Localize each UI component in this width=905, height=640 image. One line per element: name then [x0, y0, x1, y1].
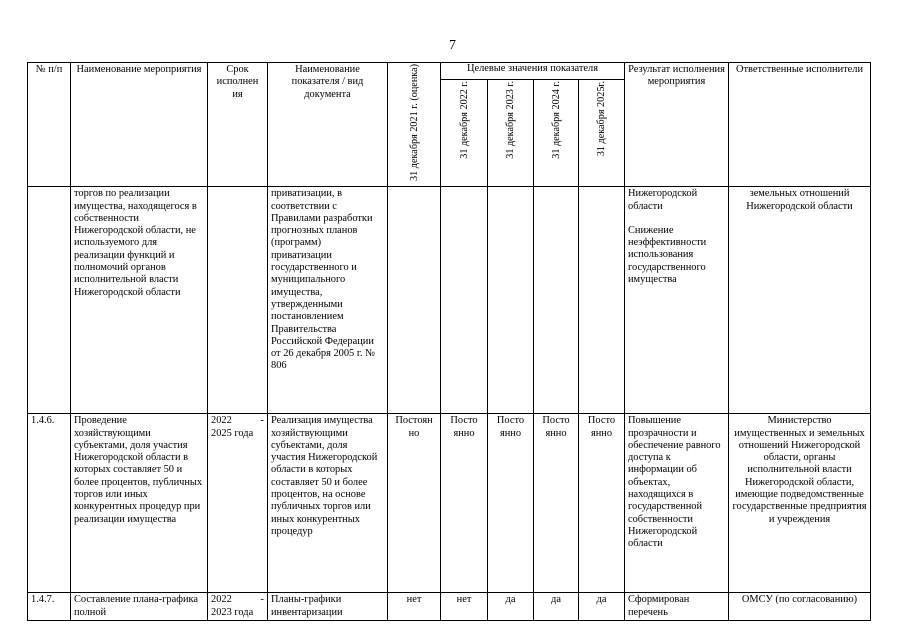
deadline-start: 2022 [211, 415, 232, 427]
deadline-dash: - [260, 415, 264, 427]
header-result: Результат исполнения мероприятия [625, 63, 729, 187]
row-activity: торгов по реализации имущества, находящегося в собственности Нижегородской области, не используемого для реализации функций и полномочий органов исполнительной власти Нижегородской области [71, 187, 208, 414]
row-value-2025 [579, 187, 625, 414]
row-result-part-1: Нижегородской области [628, 188, 698, 212]
row-result [625, 187, 729, 414]
row-value-2024 [534, 187, 579, 414]
row-activity: Проведение хозяйствующими субъектами, доля участия Нижегородской области в которых составляет 50 и более процентов, публичных торгов или иных конкурентных процедур при реализации имущества [71, 414, 208, 593]
measures-table [27, 62, 871, 621]
row-deadline [208, 414, 268, 593]
row-responsible: ОМСУ (по согласованию) [729, 593, 871, 621]
row-indicator: Планы-графики инвентаризации [268, 593, 388, 621]
row-value-2022 [441, 187, 488, 414]
row-num: 1.4.7. [28, 593, 71, 621]
deadline-dash: - [260, 594, 264, 606]
row-value-2025: Посто янно [579, 414, 625, 593]
row-responsible: Министерство имущественных и земельных отношений Нижегородской области, органы исполнительной власти Нижегородской области, имеющие подведомственные государственные предприятия и учреждения [729, 414, 871, 593]
row-value-2021: нет [388, 593, 441, 621]
header-activity: Наименование мероприятия [71, 63, 208, 187]
header-2021: 31 декабря 2021 г. (оценка) [388, 63, 441, 187]
row-value-2024: да [534, 593, 579, 621]
table-row [28, 414, 871, 593]
header-num: № п/п [28, 63, 71, 187]
deadline-start: 2022 [211, 594, 232, 606]
row-activity: Составление плана-графика полной [71, 593, 208, 621]
header-targets-group: Целевые значения показателя [441, 63, 625, 80]
header-2023: 31 декабря 2023 г. [488, 79, 534, 186]
header-2024: 31 декабря 2024 г. [534, 79, 579, 186]
header-indicator: Наименование показателя / вид документа [268, 63, 388, 187]
row-result-part-1: Сформирован перечень [628, 594, 690, 618]
row-indicator: Реализация имущества хозяйствующими субъектами, доля участия Нижегородской области в которых составляет 50 и более процентов, на основе публичных торгов или иных конкурентных процедур [268, 414, 388, 593]
row-result [625, 593, 729, 621]
row-num [28, 187, 71, 414]
row-deadline [208, 187, 268, 414]
row-result [625, 414, 729, 593]
row-value-2023: Посто янно [488, 414, 534, 593]
header-2022: 31 декабря 2022 г. [441, 79, 488, 186]
row-indicator: приватизации, в соответствии с Правилами разработки прогнозных планов (программ) приватизации государственного и муниципального имущества, утвержденными постановлением Правительства Российской Федерации от 26 декабря 2005 г. № 806 [268, 187, 388, 414]
row-value-2021 [388, 187, 441, 414]
row-num: 1.4.6. [28, 414, 71, 593]
page-number: 7 [449, 38, 456, 53]
header-responsible: Ответственные исполнители [729, 63, 871, 187]
header-2025: 31 декабря 2025г. [579, 79, 625, 186]
row-responsible: земельных отношений Нижегородской области [729, 187, 871, 414]
deadline-end: 2025 года [211, 427, 254, 439]
row-value-2025: да [579, 593, 625, 621]
table-row [28, 187, 871, 414]
row-value-2023: да [488, 593, 534, 621]
row-value-2022: Посто янно [441, 414, 488, 593]
table-row [28, 593, 871, 621]
row-value-2023 [488, 187, 534, 414]
row-result-part-2: Снижение неэффективности использования государственного имущества [628, 224, 707, 286]
deadline-end: 2023 года [211, 606, 254, 618]
row-value-2024: Посто янно [534, 414, 579, 593]
header-deadline: Срок исполнен ия [208, 63, 268, 187]
row-deadline [208, 593, 268, 621]
row-value-2022: нет [441, 593, 488, 621]
row-result-part-1: Повышение прозрачности и обеспечение равного доступа к информации об объектах, находящихся в государственной собственности Нижегородской области [628, 415, 721, 550]
row-value-2021: Постоян но [388, 414, 441, 593]
